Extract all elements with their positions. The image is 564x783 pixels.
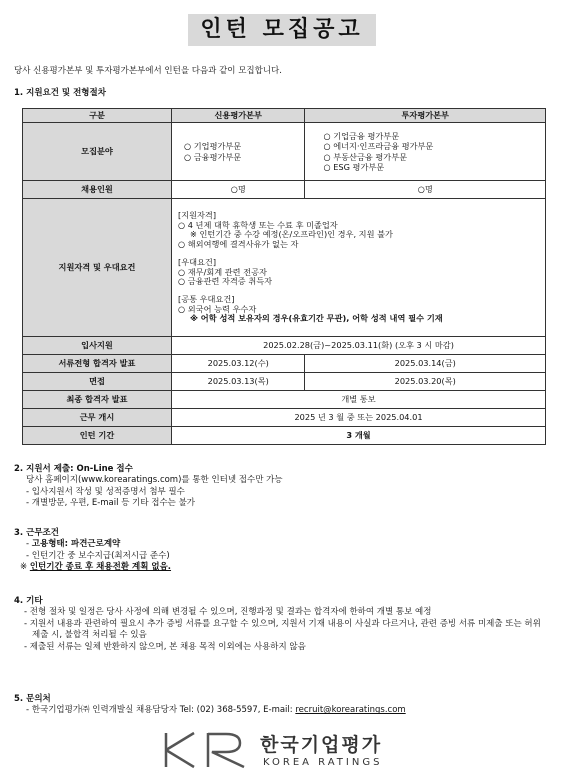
qual-line: ○ 재무/회계 관련 전공자 bbox=[178, 266, 267, 277]
credit-field-item: ○ 기업평가부문 bbox=[184, 141, 242, 152]
spacer bbox=[178, 250, 542, 258]
credit-fields bbox=[172, 123, 305, 181]
no-conversion-note: 인턴기간 종료 후 채용전환 계획 없음. bbox=[29, 562, 172, 573]
credit-interview: 2025.03.13(목) bbox=[172, 373, 305, 391]
employment-type: 고용형태: 파견근로계약 bbox=[31, 539, 121, 550]
qual-note: ※ 인턴기간 중 수강 예정(온/오프라인)인 경우, 지원 불가 bbox=[190, 229, 393, 240]
credit-field-item: ○ 금융평가부문 bbox=[184, 151, 242, 162]
qual-line: ○ 외국어 능력 우수자 bbox=[178, 303, 257, 314]
invest-field-item: ○ 기업금융 평가부문 bbox=[323, 131, 400, 141]
section3-note bbox=[14, 562, 549, 573]
invest-hires: ○명 bbox=[305, 181, 546, 199]
section1-title: 1. 지원요건 및 전형절차 bbox=[14, 88, 106, 98]
section3-line: - 인턴기간 중 보수지급(최저시급 준수) bbox=[26, 550, 170, 561]
section3-title: 3. 근무조건 bbox=[14, 528, 59, 538]
qual-heading: [우대요건] bbox=[178, 256, 217, 267]
invest-doc-result: 2025.03.14(금) bbox=[305, 355, 546, 373]
qual-line: ○ 해외여행에 결격사유가 없는 자 bbox=[178, 239, 299, 250]
start-date: 2025 년 3 월 중 또는 2025.04.01 bbox=[172, 409, 546, 427]
qual-line: ○ 금융관련 자격증 취득자 bbox=[178, 276, 273, 287]
qual-note-bold: ※ 어학 성적 보유자의 경우(유효기간 무관), 어학 성적 내역 필수 기재 bbox=[190, 313, 443, 324]
contact-email-link[interactable]: recruit@korearatings.com bbox=[295, 705, 406, 716]
row-label-period: 인턴 기간 bbox=[23, 427, 172, 445]
invest-field-item: ○ ESG 평가부문 bbox=[323, 161, 385, 172]
row-label-doc-result: 서류전형 합격자 발표 bbox=[23, 355, 172, 373]
apply-dates: 2025.02.28(금)~2025.03.11(화) bbox=[263, 340, 395, 351]
qual-heading: [지원자격] bbox=[178, 210, 217, 221]
qual-heading: [공통 우대요건] bbox=[178, 293, 235, 304]
section3-line bbox=[14, 539, 549, 550]
section2 bbox=[14, 464, 549, 510]
credit-doc-result: 2025.03.12(수) bbox=[172, 355, 305, 373]
row-label-apply: 입사지원 bbox=[23, 337, 172, 355]
company-logo bbox=[160, 730, 420, 775]
section4 bbox=[14, 596, 549, 653]
intro-text: 당사 신용평가본부 및 투자평가본부에서 인턴을 다음과 같이 모집합니다. bbox=[14, 66, 282, 76]
invest-field-item: ○ 에너지·인프라금융 평가부문 bbox=[323, 141, 434, 152]
page-title: 인턴 모집공고 bbox=[188, 14, 375, 46]
section4-line: - 제출된 서류는 일체 반환하지 않으며, 본 채용 목적 이외에는 사용하지 않음 bbox=[24, 641, 306, 652]
qualifications-cell bbox=[172, 199, 546, 337]
section3 bbox=[14, 528, 549, 574]
section5-line bbox=[14, 705, 549, 716]
intern-period: 3 개월 bbox=[172, 427, 546, 445]
section2-title: 2. 지원서 제출: On-Line 접수 bbox=[14, 464, 133, 474]
row-label-qualifications: 지원자격 및 우대요건 bbox=[23, 199, 172, 337]
table-head-credit: 신용평가본부 bbox=[172, 109, 305, 123]
logo-text-en: KOREA RATINGS bbox=[263, 757, 383, 768]
qual-line: ○ 4 년제 대학 휴학생 또는 수료 후 미졸업자 bbox=[178, 219, 338, 230]
row-label-interview: 면접 bbox=[23, 373, 172, 391]
title-wrap bbox=[0, 14, 564, 46]
row-label-start: 근무 개시 bbox=[23, 409, 172, 427]
section5 bbox=[14, 694, 549, 717]
row-label-final: 최종 합격자 발표 bbox=[23, 391, 172, 409]
note-mark: ※ bbox=[20, 562, 30, 573]
table-head-category: 구분 bbox=[23, 109, 172, 123]
section4-line: - 지원서 내용과 관련하여 필요시 추가 증빙 서류를 요구할 수 있으며, 지원서 기재 내용이 사실과 다르거나, 관련 증빙 서류 미제출 또는 허위 제출 시, 불합격 처리될 수 있음 bbox=[24, 618, 541, 641]
section2-line: - 개별방문, 우편, E-mail 등 기타 접수는 불가 bbox=[26, 498, 195, 509]
table-head-invest: 투자평가본부 bbox=[305, 109, 546, 123]
apply-deadline: (오후 3 시 마감) bbox=[394, 340, 454, 351]
apply-period bbox=[172, 337, 546, 355]
kr-logo-icon bbox=[160, 730, 252, 770]
logo-text-kr: 한국기업평가 bbox=[260, 734, 383, 756]
section2-line: - 입사지원서 작성 및 성적증명서 첨부 필수 bbox=[26, 486, 185, 497]
section5-title: 5. 문의처 bbox=[14, 694, 51, 704]
contact-text: - 한국기업평가㈜ 인력개발실 채용담당자 Tel: (02) 368-5597, E-mail: bbox=[26, 705, 296, 716]
section4-title: 4. 기타 bbox=[14, 596, 43, 606]
section4-line: - 전형 절차 및 일정은 당사 사정에 의해 변경될 수 있으며, 진행과정 및 결과는 합격자에 한하여 개별 통보 예정 bbox=[24, 607, 432, 618]
invest-field-item: ○ 부동산금융 평가부문 bbox=[323, 151, 408, 162]
final-result: 개별 통보 bbox=[172, 391, 546, 409]
invest-interview: 2025.03.20(목) bbox=[305, 373, 546, 391]
section2-line: 당사 홈페이지(www.korearatings.com)를 통한 인터넷 접수만 가능 bbox=[26, 475, 283, 486]
row-label-hires: 채용인원 bbox=[23, 181, 172, 199]
requirements-table bbox=[22, 108, 546, 445]
invest-fields bbox=[305, 123, 546, 181]
row-label-field: 모집분야 bbox=[23, 123, 172, 181]
dash: - bbox=[26, 539, 32, 550]
credit-hires: ○명 bbox=[172, 181, 305, 199]
